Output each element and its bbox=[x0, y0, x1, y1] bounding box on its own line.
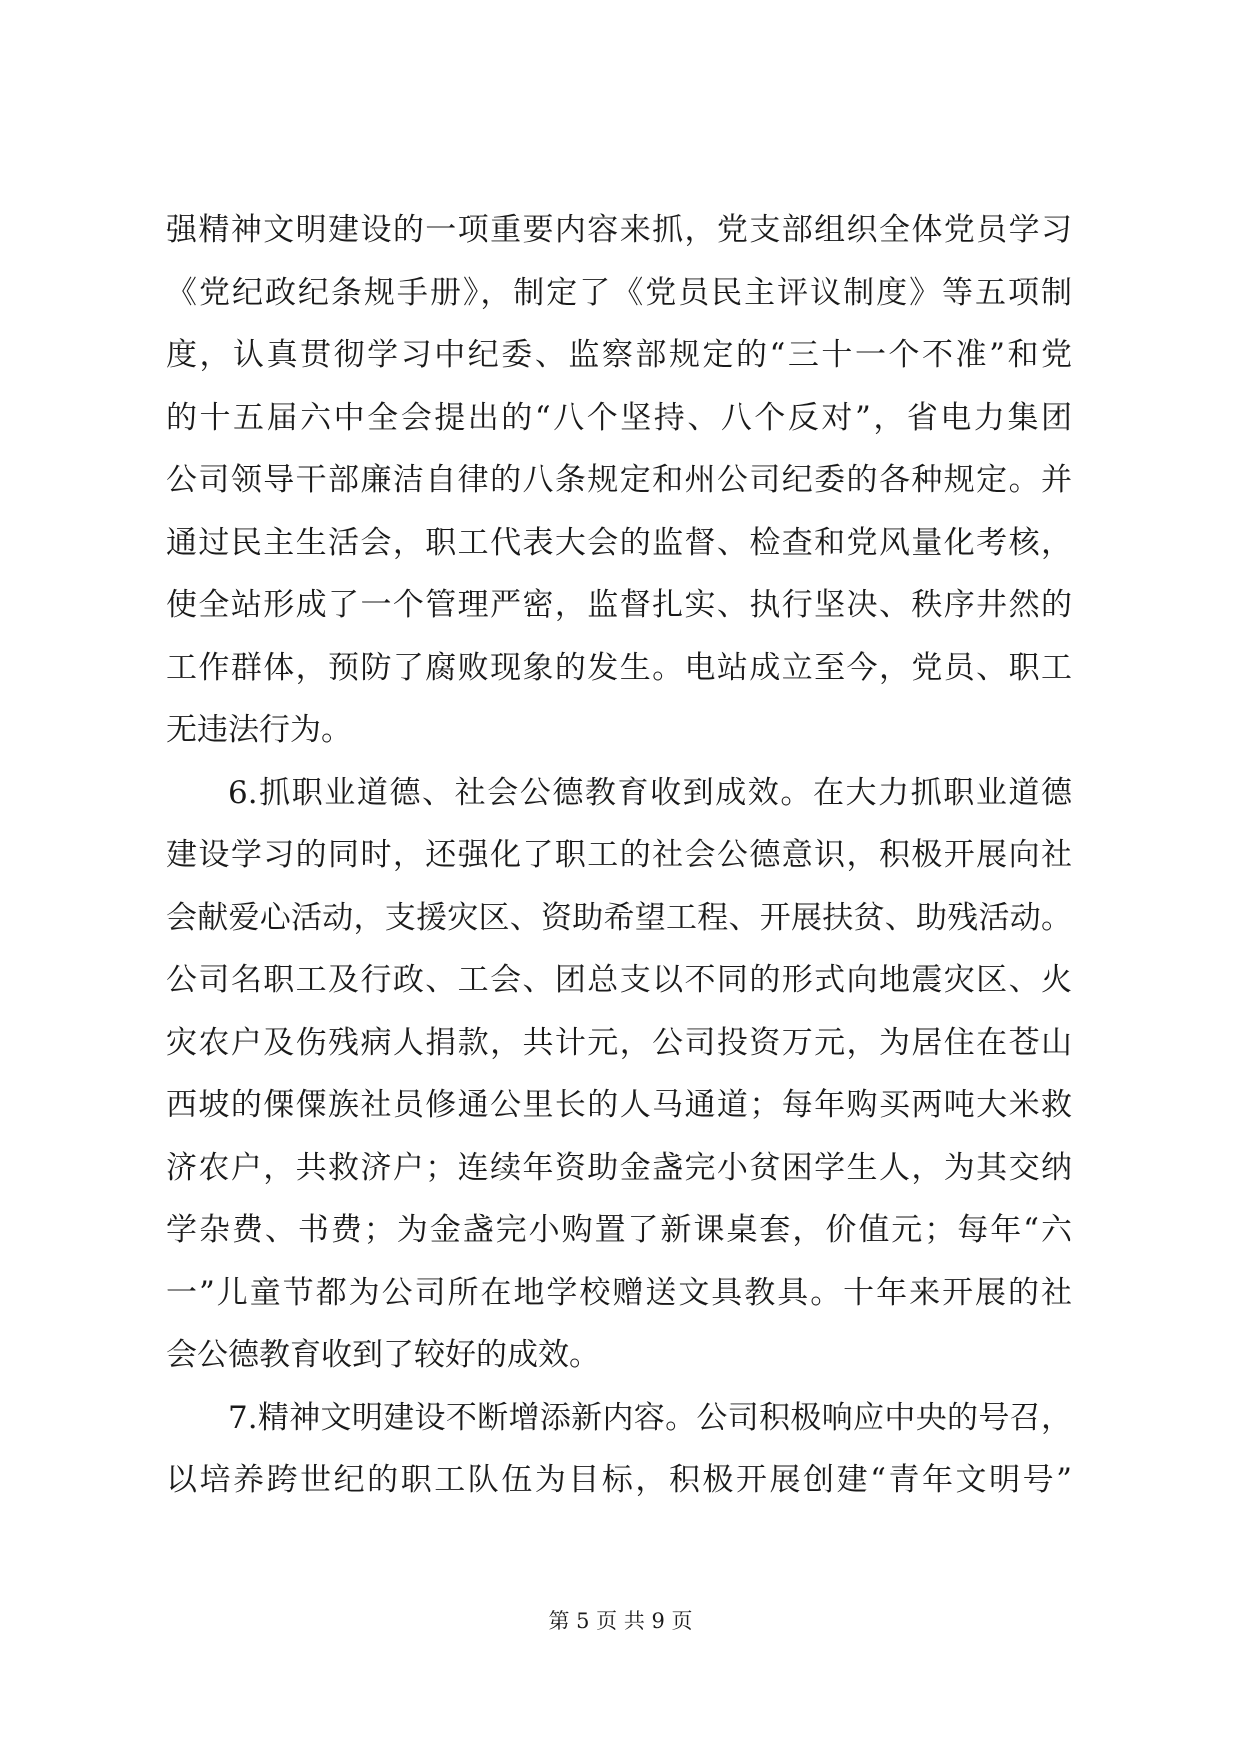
paragraph-start-line: 7.精神文明建设不断增添新内容。公司积极响应中央的号召， bbox=[228, 1399, 1072, 1436]
text-line: 使全站形成了一个管理严密，监督扎实、执行坚决、秩序井然的 bbox=[166, 587, 1072, 623]
body-text bbox=[166, 199, 1072, 1512]
paragraph-start-line: 6.抓职业道德、社会公德教育收到成效。在大力抓职业道德 bbox=[228, 774, 1072, 811]
text-line: 通过民主生活会，职工代表大会的监督、检查和党风量化考核， bbox=[166, 524, 1072, 561]
text-line: 灾农户及伤残病人捐款，共计元，公司投资万元，为居住在苍山 bbox=[166, 1024, 1072, 1061]
text-line: 西坡的傈僳族社员修通公里长的人马通道；每年购买两吨大米救 bbox=[166, 1087, 1072, 1123]
text-line: 工作群体，预防了腐败现象的发生。电站成立至今，党员、职工 bbox=[166, 649, 1072, 686]
text-line: 无违法行为。 bbox=[166, 712, 352, 748]
text-line: 济农户，共救济户；连续年资助金盏完小贫困学生人，为其交纳 bbox=[166, 1149, 1072, 1186]
text-line: 建设学习的同时，还强化了职工的社会公德意识，积极开展向社 bbox=[166, 837, 1072, 873]
text-line: 学杂费、书费；为金盏完小购置了新课桌套，价值元；每年“六 bbox=[166, 1212, 1072, 1248]
text-line: 的十五届六中全会提出的“八个坚持、八个反对”，省电力集团 bbox=[166, 399, 1072, 436]
text-line: 强精神文明建设的一项重要内容来抓，党支部组织全体党员学习 bbox=[166, 212, 1072, 248]
text-line: 度，认真贯彻学习中纪委、监察部规定的“三十一个不准”和党 bbox=[166, 337, 1072, 373]
text-line: 《党纪政纪条规手册》，制定了《党员民主评议制度》等五项制 bbox=[166, 274, 1072, 311]
text-line: 会公德教育收到了较好的成效。 bbox=[166, 1337, 600, 1373]
text-line: 以培养跨世纪的职工队伍为目标，积极开展创建“青年文明号” bbox=[166, 1462, 1072, 1498]
text-line: 公司名职工及行政、工会、团总支以不同的形式向地震灾区、火 bbox=[166, 962, 1072, 998]
text-line: 一”儿童节都为公司所在地学校赠送文具教具。十年来开展的社 bbox=[166, 1274, 1072, 1311]
text-line: 会献爱心活动，支援灾区、资助希望工程、开展扶贫、助残活动。 bbox=[166, 899, 1072, 936]
text-line: 公司领导干部廉洁自律的八条规定和州公司纪委的各种规定。并 bbox=[166, 462, 1072, 498]
page-number-footer: 第 5 页 共 9 页 bbox=[548, 1609, 693, 1633]
